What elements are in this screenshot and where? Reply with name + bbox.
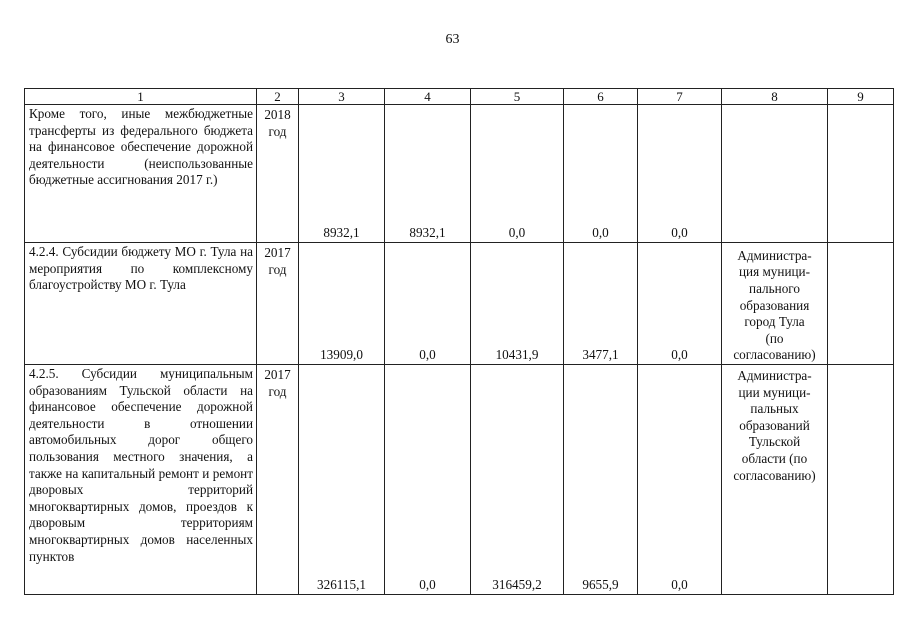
table-row xyxy=(25,365,894,595)
cell-col-6: 0,0 xyxy=(564,105,638,243)
column-number-3: 3 xyxy=(299,89,385,105)
cell-col-5: 0,0 xyxy=(471,105,564,243)
responsible-agency xyxy=(722,105,828,243)
column-number-5: 5 xyxy=(471,89,564,105)
cell-col-9 xyxy=(828,243,894,365)
column-number-7: 7 xyxy=(638,89,722,105)
table-row xyxy=(25,105,894,243)
row-year-text: 2017 год xyxy=(264,367,291,399)
cell-col-7: 0,0 xyxy=(638,105,722,243)
cell-col-4: 0,0 xyxy=(385,243,471,365)
cell-col-3: 13909,0 xyxy=(299,243,385,365)
cell-col-5: 316459,2 xyxy=(471,365,564,595)
responsible-agency: Администра- ции муници- пальных образований Тульской области (по согласованию) xyxy=(722,365,828,595)
column-number-2: 2 xyxy=(257,89,299,105)
column-number-9: 9 xyxy=(828,89,894,105)
cell-col-4: 0,0 xyxy=(385,365,471,595)
column-number-8: 8 xyxy=(722,89,828,105)
budget-table xyxy=(24,88,894,595)
row-year-text: 2017 год xyxy=(264,245,291,277)
row-year xyxy=(257,243,299,365)
cell-col-9 xyxy=(828,365,894,595)
row-year xyxy=(257,365,299,595)
cell-col-4: 8932,1 xyxy=(385,105,471,243)
column-number-6: 6 xyxy=(564,89,638,105)
page-number: 63 xyxy=(445,32,460,47)
cell-col-6: 9655,9 xyxy=(564,365,638,595)
cell-col-6: 3477,1 xyxy=(564,243,638,365)
column-number-row xyxy=(25,89,894,105)
responsible-agency: Администра- ция муници- пального образования город Тула (по согласованию) xyxy=(722,243,828,365)
cell-col-7: 0,0 xyxy=(638,365,722,595)
row-year-text: 2018 год xyxy=(264,107,291,139)
row-description: 4.2.5. Субсидии муниципальным образованиям Тульской области на финансовое обеспечение дорожной деятельности в отношении автомобильных дорог общего пользования местного значения, а также на капитальный ремонт и ремонт дворовых территорий многоквартирных домов, проездов к дворовым территориям многоквартирных домов населенных пунктов xyxy=(25,365,257,595)
cell-col-9 xyxy=(828,105,894,243)
cell-col-3: 8932,1 xyxy=(299,105,385,243)
table-row xyxy=(25,243,894,365)
row-year xyxy=(257,105,299,243)
column-number-4: 4 xyxy=(385,89,471,105)
cell-col-3: 326115,1 xyxy=(299,365,385,595)
row-description: 4.2.4. Субсидии бюджету МО г. Тула на мероприятия по комплексному благоустройству МО г. Тула xyxy=(25,243,257,365)
row-description: Кроме того, иные межбюджетные трансферты из федерального бюджета на финансовое обеспечение дорожной деятельности (неиспользованные бюджетные ассигнования 2017 г.) xyxy=(25,105,257,243)
column-number-1: 1 xyxy=(25,89,257,105)
cell-col-7: 0,0 xyxy=(638,243,722,365)
cell-col-5: 10431,9 xyxy=(471,243,564,365)
